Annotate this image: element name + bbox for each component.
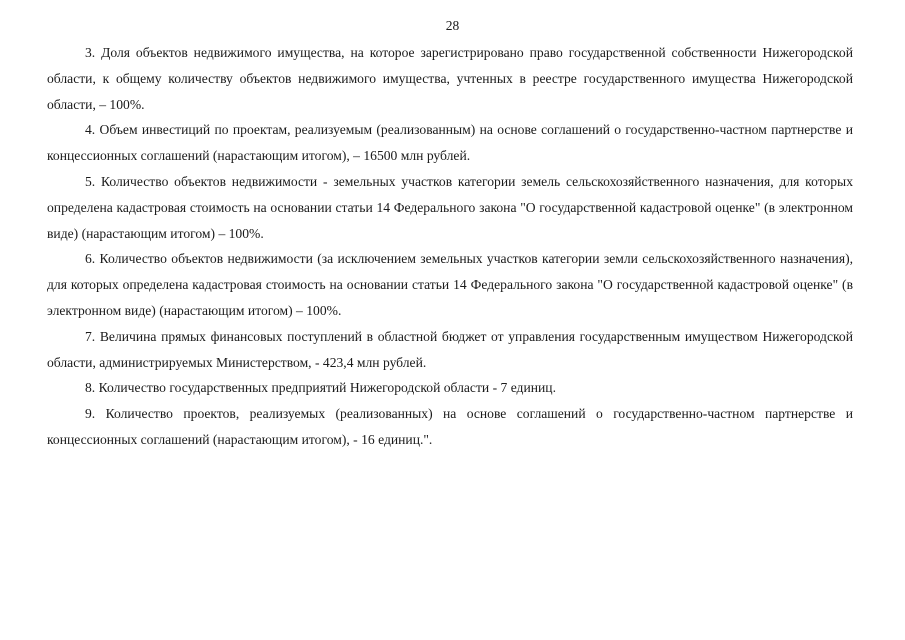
paragraph-indicator-5: 5. Количество объектов недвижимости - земельных участков категории земель сельскохозяйственного назначения, для которых определена кадастровая стоимость на основании статьи 14 Федерального закона "О государственной кадастровой оценке" (в электронном виде) (нарастающим итогом) – 100%.	[47, 173, 853, 241]
paragraph-indicator-8: 8. Количество государственных предприятий Нижегородской области - 7 единиц.	[85, 380, 556, 396]
paragraph-indicator-3: 3. Доля объектов недвижимого имущества, на которое зарегистрировано право государственной собственности Нижегородской области, к общему количеству объектов недвижимого имущества, учтенных в реестре государственного имущества Нижегородской области, – 100%.	[47, 45, 853, 112]
page-number: 28	[445, 18, 460, 33]
paragraph-indicator-7: 7. Величина прямых финансовых поступлений в областной бюджет от управления государственным имуществом Нижегородской области, администрируемых Министерством, - 423,4 млн рублей.	[47, 328, 853, 370]
paragraph-indicator-4: 4. Объем инвестиций по проектам, реализуемым (реализованным) на основе соглашений о государственно-частном партнерстве и концессионных соглашений (нарастающим итогом), – 16500 млн рублей.	[47, 122, 853, 164]
document-body	[47, 40, 853, 453]
paragraph-indicator-9: 9. Количество проектов, реализуемых (реализованных) на основе соглашений о государственно-частном партнерстве и концессионных соглашений (нарастающим итогом), - 16 единиц.".	[47, 406, 853, 447]
paragraph-indicator-6: 6. Количество объектов недвижимости (за исключением земельных участков категории земли сельскохозяйственного назначения), для которых определена кадастровая стоимость на основании статьи 14 Федерального закона "О государственной кадастровой оценке" (в электронном виде) (нарастающим итогом) – 100%.	[47, 251, 853, 318]
